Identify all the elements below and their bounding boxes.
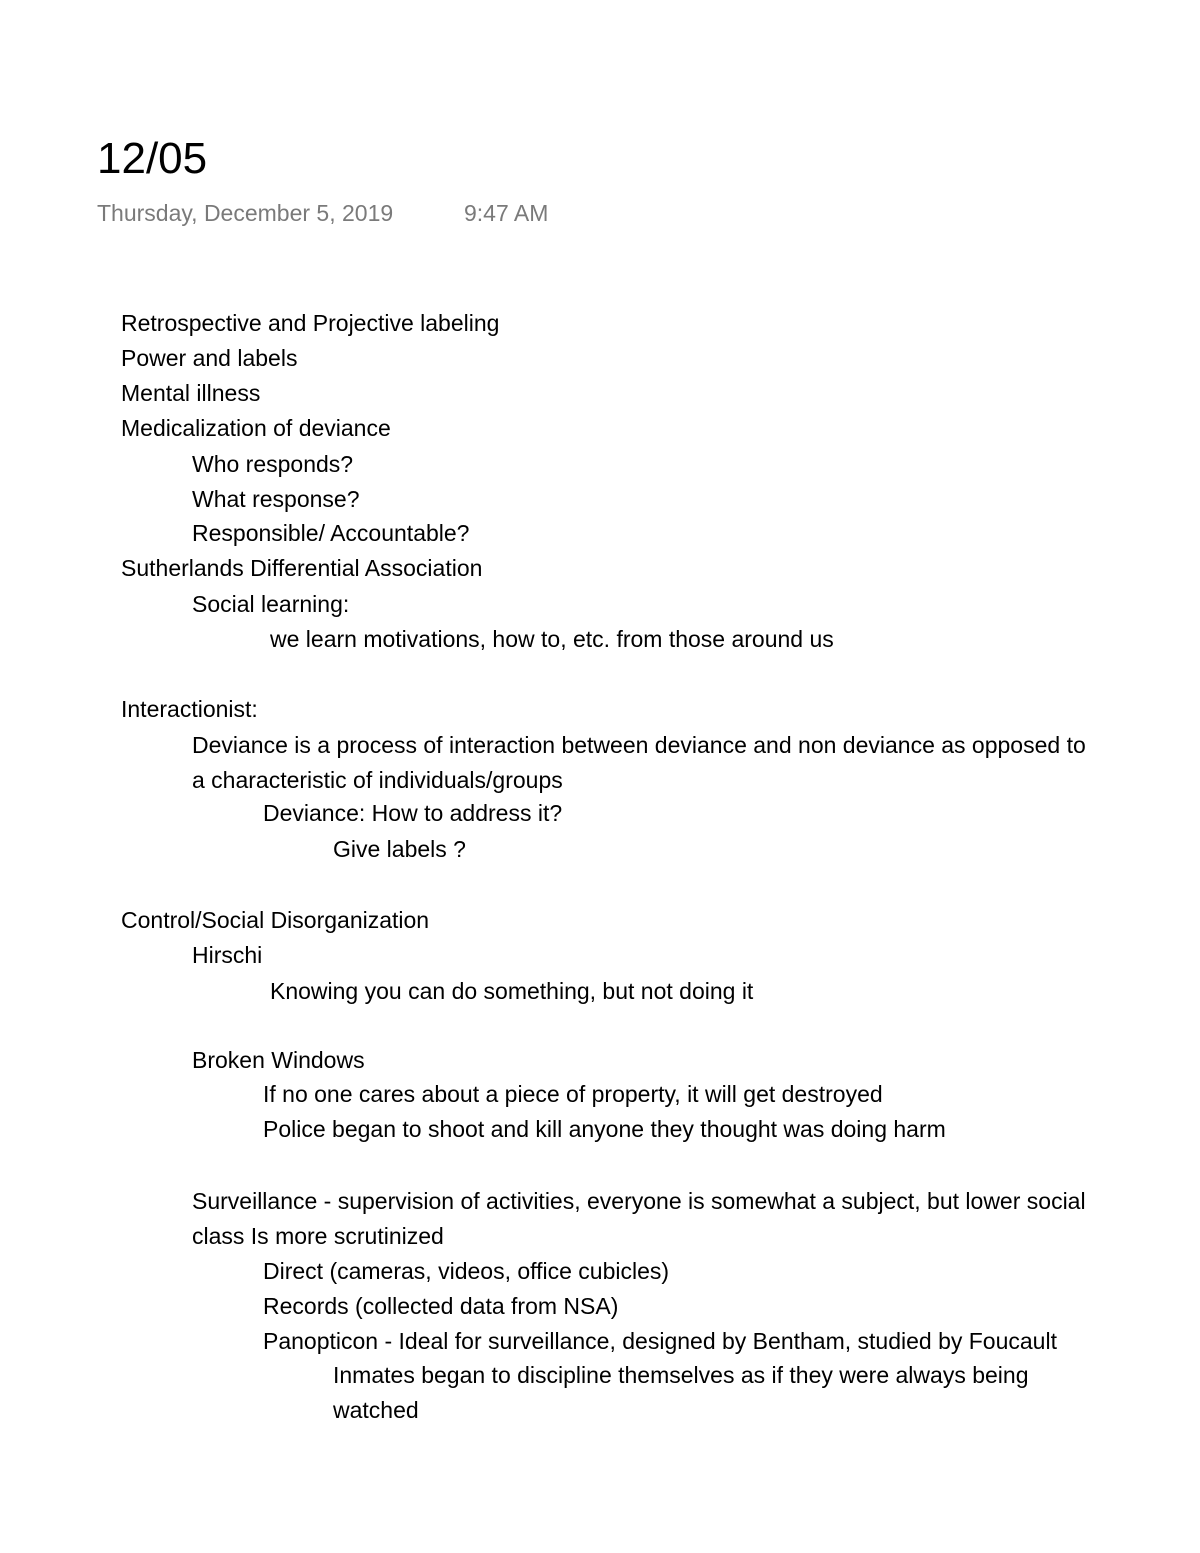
- note-line: a characteristic of individuals/groups: [192, 767, 563, 793]
- page-title: 12/05: [97, 134, 208, 183]
- page-time: 9:47 AM: [464, 200, 549, 226]
- note-line: Police began to shoot and kill anyone they thought was doing harm: [263, 1116, 946, 1142]
- note-line: Hirschi: [192, 942, 263, 968]
- note-line: What response?: [192, 486, 360, 512]
- note-line: Deviance is a process of interaction between deviance and non deviance as opposed to: [192, 732, 1086, 758]
- note-line: Power and labels: [121, 345, 298, 371]
- note-line: we learn motivations, how to, etc. from those around us: [270, 626, 834, 652]
- note-line: Knowing you can do something, but not doing it: [270, 978, 754, 1004]
- note-line: watched: [333, 1397, 419, 1423]
- note-line: Surveillance - supervision of activities, everyone is somewhat a subject, but lower social: [192, 1188, 1086, 1214]
- note-line: Social learning:: [192, 591, 350, 617]
- note-line: Retrospective and Projective labeling: [121, 310, 500, 336]
- note-line: Medicalization of deviance: [121, 415, 391, 441]
- note-line: Control/Social Disorganization: [121, 907, 430, 933]
- note-line: Who responds?: [192, 451, 354, 477]
- note-line: class Is more scrutinized: [192, 1223, 444, 1249]
- page-date: Thursday, December 5, 2019: [97, 200, 394, 226]
- note-line: Panopticon - Ideal for surveillance, designed by Bentham, studied by Foucault: [263, 1328, 1057, 1354]
- note-line: Give labels ?: [333, 836, 466, 862]
- note-line: Records (collected data from NSA): [263, 1293, 619, 1319]
- note-line: If no one cares about a piece of property, it will get destroyed: [263, 1081, 883, 1107]
- note-line: Mental illness: [121, 380, 261, 406]
- note-line: Inmates began to discipline themselves as if they were always being: [333, 1362, 1029, 1388]
- note-line: Deviance: How to address it?: [263, 800, 563, 826]
- note-line: Responsible/ Accountable?: [192, 520, 470, 546]
- note-line: Sutherlands Differential Association: [121, 555, 483, 581]
- note-line: Broken Windows: [192, 1047, 365, 1073]
- note-line: Interactionist:: [121, 696, 258, 722]
- note-line: Direct (cameras, videos, office cubicles): [263, 1258, 670, 1284]
